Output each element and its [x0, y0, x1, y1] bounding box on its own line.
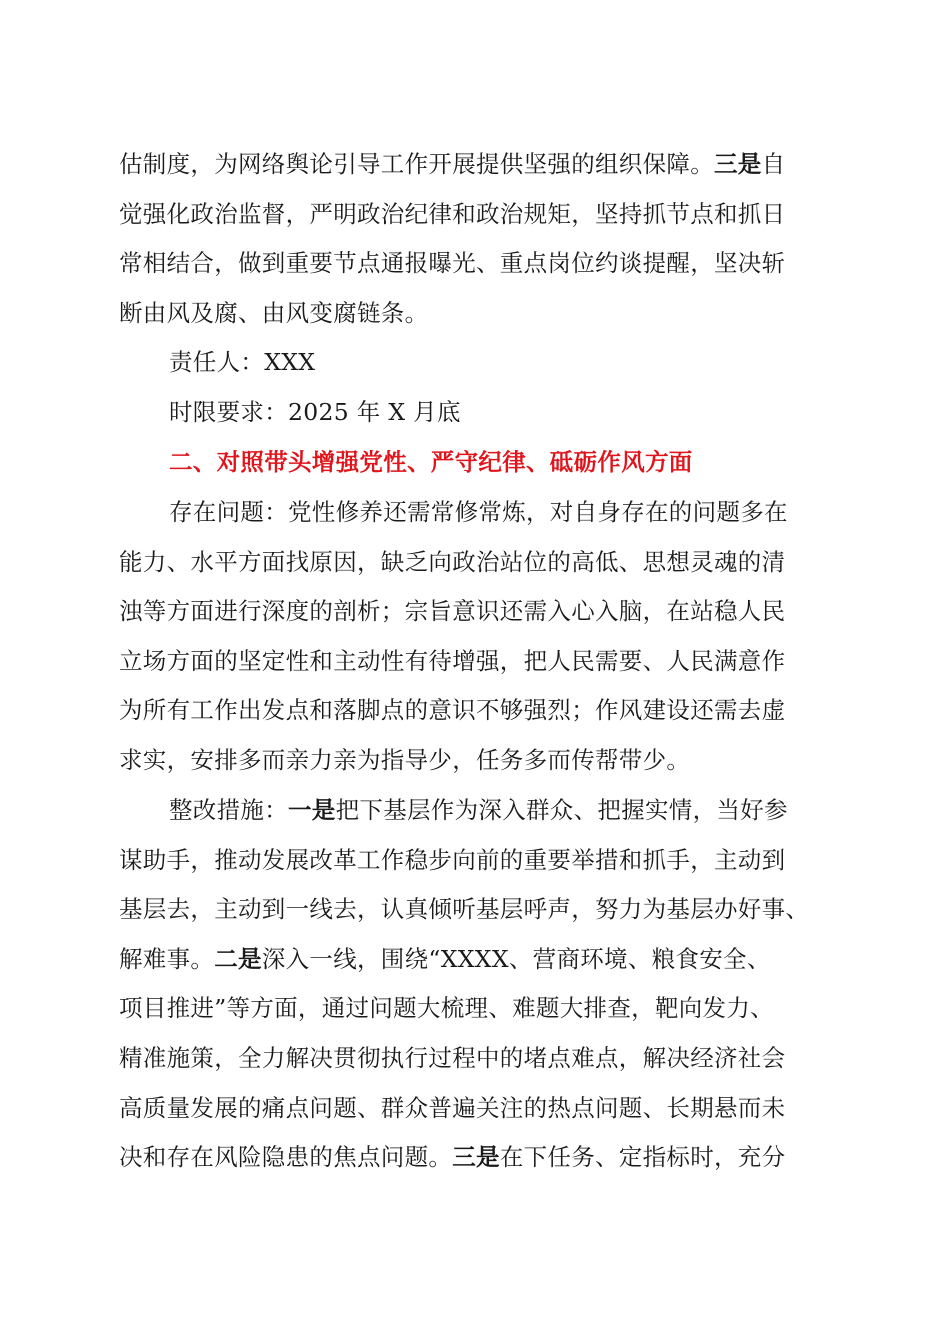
text-line: 谋助手，推动发展改革工作稳步向前的重要举措和抓手，主动到	[119, 845, 786, 874]
text-run: 整改措施：	[169, 796, 288, 824]
responsible-text: 责任人：XXX	[169, 348, 316, 376]
text-run: 解难事。	[119, 944, 215, 973]
paragraph-problems	[119, 488, 831, 786]
text-line	[119, 935, 831, 985]
text-line	[119, 786, 831, 836]
text-line: 断由风及腐、由风变腐链条。	[119, 298, 429, 327]
emphasis-run: 一是	[288, 796, 336, 824]
text-line: 浊等方面进行深度的剖析；宗旨意识还需入心入脑，在站稳人民	[119, 597, 786, 626]
text-line	[119, 140, 831, 190]
paragraph-org-guarantee	[119, 140, 831, 338]
text-line	[119, 1133, 831, 1183]
text-line: 立场方面的坚定性和主动性有待增强，把人民需要、人民满意作	[119, 646, 786, 675]
text-line: 高质量发展的痛点问题、群众普遍关注的热点问题、长期悬而未	[119, 1093, 786, 1122]
text-line: 觉强化政治监督，严明政治纪律和政治规矩，坚持抓节点和抓日	[119, 199, 786, 228]
text-line: 项目推进”等方面，通过问题大梳理、难题大排查，靶向发力、	[119, 994, 774, 1023]
text-line: 能力、水平方面找原因，缺乏向政治站位的高低、思想灵魂的清	[119, 547, 786, 576]
text-line: 精准施策，全力解决贯彻执行过程中的堵点难点，解决经济社会	[119, 1043, 786, 1072]
text-line: 基层去，主动到一线去，认真倾听基层呼声，努力为基层办好事、	[119, 895, 810, 924]
responsible-person	[119, 338, 831, 388]
section-heading	[119, 438, 831, 488]
text-run: 决和存在风险隐患的焦点问题。	[119, 1143, 453, 1172]
emphasis-run: 三是	[452, 1143, 500, 1172]
deadline	[119, 388, 831, 438]
deadline-text: 时限要求：2025 年 X 月底	[169, 398, 461, 426]
emphasis-run: 二是	[214, 944, 262, 973]
text-run: 在下任务、定指标时，充分	[499, 1143, 786, 1172]
text-run: 把下基层作为深入群众、把握实情，当好参	[335, 796, 788, 824]
text-run: 深入一线，围绕“XXXX、营商环境、粮食安全、	[261, 944, 771, 973]
text-line: 常相结合，做到重要节点通报曝光、重点岗位约谈提醒，坚决斩	[119, 249, 786, 278]
paragraph-measures	[119, 786, 831, 1183]
text-run: 估制度，为网络舆论引导工作开展提供坚强的组织保障。	[119, 150, 714, 178]
text-line: 为所有工作出发点和落脚点的意识不够强烈；作风建设还需去虚	[119, 696, 786, 725]
emphasis-run: 三是	[714, 150, 762, 178]
section-heading-text: 二、对照带头增强党性、严守纪律、砥砺作风方面	[169, 448, 693, 476]
text-run: 自	[761, 150, 786, 178]
text-line: 存在问题：党性修养还需常修常炼，对自身存在的问题多在	[169, 498, 788, 526]
text-line: 求实，安排多而亲力亲为指导少，任务多而传帮带少。	[119, 745, 691, 774]
